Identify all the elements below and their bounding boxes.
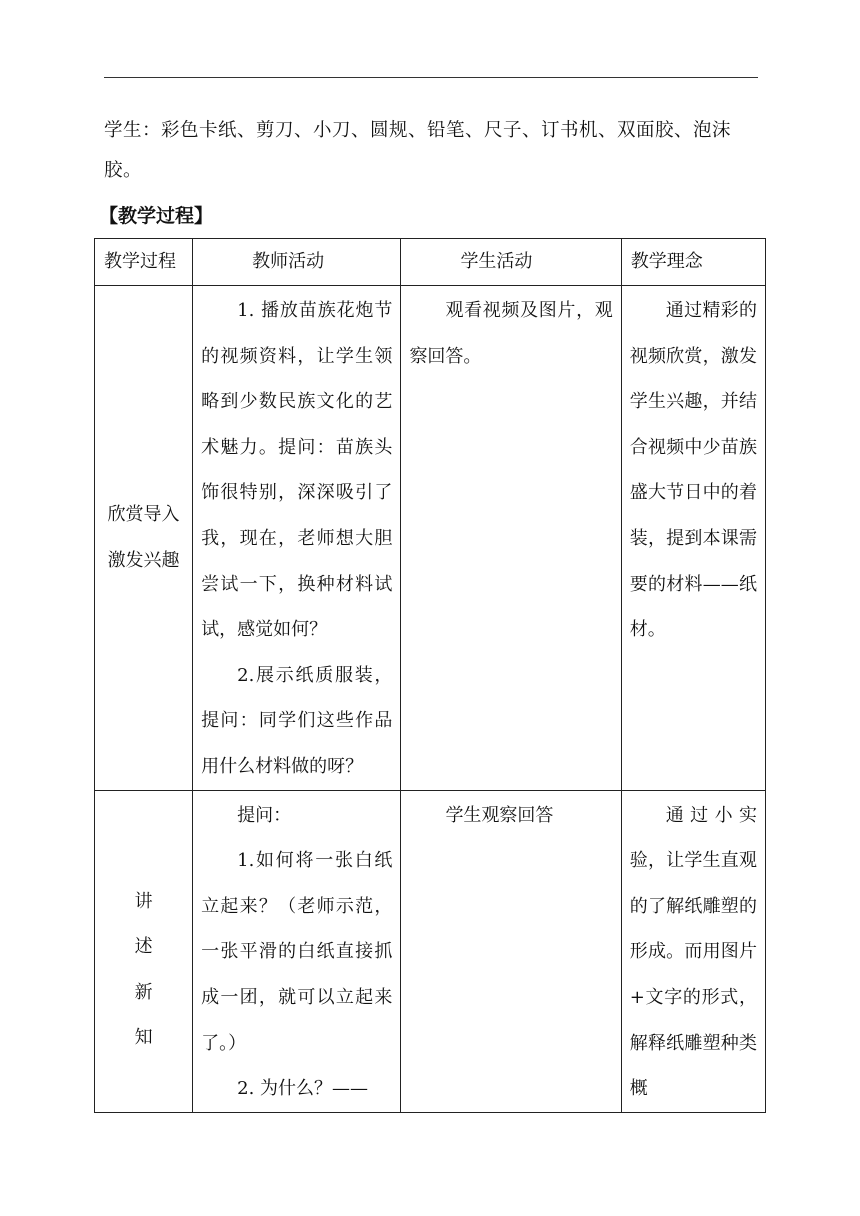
header-teacher-activity: 教师活动 [193, 239, 401, 286]
materials-paragraph: 学生：彩色卡纸、剪刀、小刀、圆规、铅笔、尺子、订书机、双面胶、泡沫胶。 [104, 120, 732, 181]
stage-cell [95, 790, 193, 1112]
stage-char: 知 [134, 1027, 153, 1049]
table-header-row [95, 239, 766, 286]
header-teaching-concept: 教学理念 [621, 239, 765, 286]
teacher-paragraph: 1.如何将一张白纸立起来？（老师示范，一张平滑的白纸直接抓成一团，就可以立起来了。） [201, 850, 393, 1054]
teacher-paragraph: 2. 为什么？—— [237, 1078, 369, 1100]
teacher-activity-cell [193, 286, 401, 791]
stage-char: 新 [134, 981, 153, 1003]
stage-char: 述 [134, 936, 153, 958]
teaching-process-table [94, 238, 766, 1113]
student-activity-text: 观看视频及图片，观察回答。 [409, 300, 613, 367]
teacher-paragraph: 提问： [237, 804, 292, 826]
teaching-concept-cell [621, 286, 765, 791]
stage-vertical-label [95, 791, 192, 1061]
teaching-concept-text: 通过小实验，让学生直观的了解纸雕塑的形成。而用图片+文字的形式，解释纸雕塑种类概 [629, 804, 757, 1100]
stage-char: 讲 [134, 890, 153, 912]
teaching-concept-text: 通过精彩的视频欣赏，激发学生兴趣，并结合视频中少苗族盛大节日中的着装，提到本课需要的材料——纸材。 [629, 300, 757, 641]
header-stage: 教学过程 [95, 239, 193, 286]
stage-line: 激发兴趣 [107, 549, 180, 571]
student-activity-text: 学生观察回答 [445, 804, 554, 826]
student-activity-cell [401, 790, 621, 1112]
teaching-concept-cell [621, 790, 765, 1112]
teacher-activity-cell [193, 790, 401, 1112]
teacher-paragraph: 2.展示纸质服装，提问：同学们这些作品用什么材料做的呀？ [201, 664, 393, 777]
header-rule [104, 77, 758, 78]
header-student-activity: 学生活动 [401, 239, 621, 286]
table-row [95, 286, 766, 791]
stage-line: 欣赏导入 [107, 504, 180, 526]
student-activity-cell [401, 286, 621, 791]
teacher-paragraph: 1. 播放苗族花炮节的视频资料，让学生领略到少数民族文化的艺术魅力。提问：苗族头饰很特别，深深吸引了我，现在，老师想大胆尝试一下，换种材料试试，感觉如何？ [201, 300, 393, 641]
stage-cell [95, 286, 193, 791]
section-heading: 【教学过程】 [99, 205, 214, 227]
table-row [95, 790, 766, 1112]
